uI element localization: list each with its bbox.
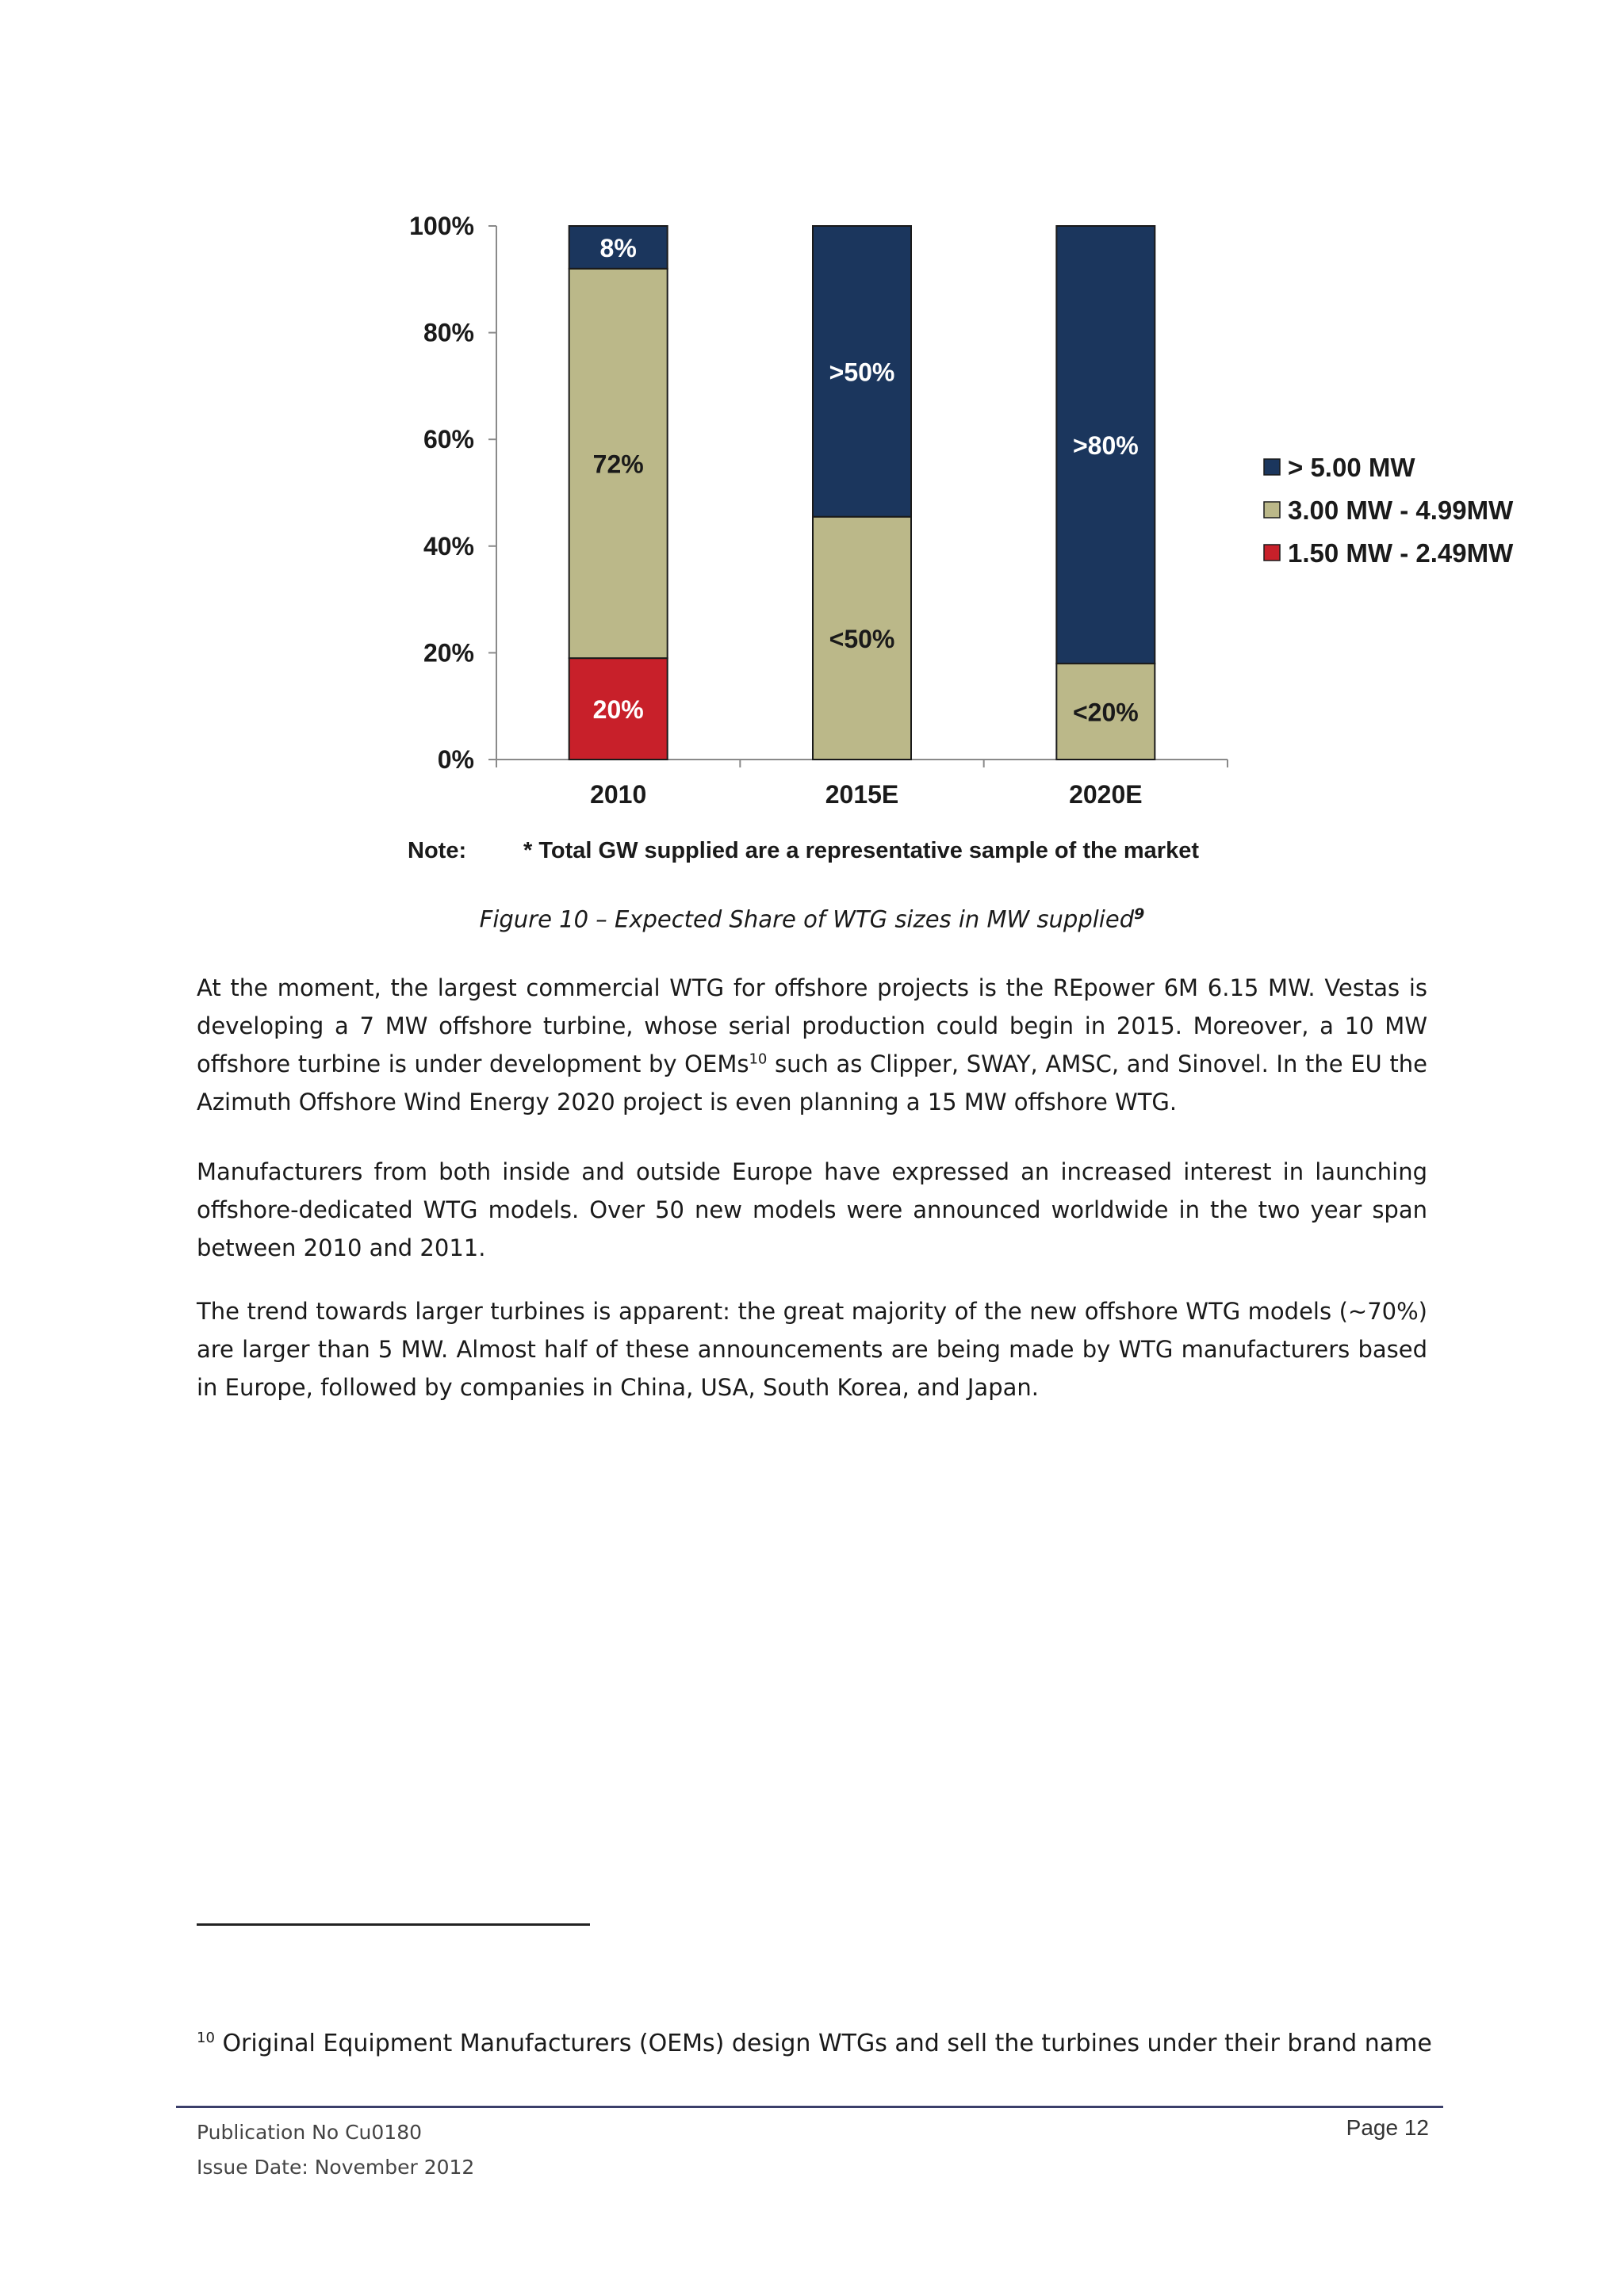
legend-label: 3.00 MW - 4.99MW xyxy=(1288,496,1514,525)
x-tick-label: 2020E xyxy=(1069,780,1143,809)
legend-swatch xyxy=(1264,545,1280,561)
y-tick-label: 40% xyxy=(423,531,474,561)
page-number: Page 12 xyxy=(1346,2115,1429,2140)
y-tick-label: 100% xyxy=(409,212,474,240)
footnote-separator xyxy=(197,1923,590,1926)
issue-date: Issue Date: November 2012 xyxy=(197,2156,475,2179)
figure-caption-reference: 9 xyxy=(1134,905,1145,923)
paragraph-3: The trend towards larger turbines is apparent: the great majority of the new offshore WTG models (~70%) are larger than 5 MW. Almost half of these announcements are being made by WTG manufacturers based in Europe, followed by companies in China, USA, South Korea, and Japan. xyxy=(197,1298,1427,1401)
legend-label: 1.50 MW - 2.49MW xyxy=(1288,538,1514,568)
footnote xyxy=(197,2030,1432,2057)
legend-swatch xyxy=(1264,459,1280,475)
legend-swatch xyxy=(1264,502,1280,518)
note-text: * Total GW supplied are a representative sample of the market xyxy=(523,838,1200,863)
bar-data-label: 20% xyxy=(592,695,644,725)
publication-number: Publication No Cu0180 xyxy=(197,2121,423,2144)
paragraph-1 xyxy=(197,969,1427,1121)
footnote-text: Original Equipment Manufacturers (OEMs) design WTGs and sell the turbines under their brand name xyxy=(214,2030,1432,2057)
figure-caption xyxy=(0,905,1624,933)
paragraph-2: Manufacturers from both inside and outside Europe have expressed an increased interest in launching offshore-dedicated WTG models. Over 50 new models were announced worldwide in the two year span between 2010 and 2011. xyxy=(197,1158,1427,1261)
paragraph-1-part-1: At the moment, the largest commercial WTG for offshore projects is the REpower 6M 6.15 MW. Vestas is developing a 7 MW offshore turbine, whose serial production could begin in 2015. Moreover, a 10 MW offshore turbine is under development by OEMs xyxy=(197,974,1427,1077)
x-tick-label: 2010 xyxy=(590,780,647,809)
note-label: Note: xyxy=(408,838,467,863)
footer-info xyxy=(197,2115,474,2185)
y-tick-label: 0% xyxy=(437,745,474,774)
bar-data-label: 8% xyxy=(599,233,637,262)
bar-data-label: >80% xyxy=(1072,430,1139,460)
footnote-reference-10[interactable]: 10 xyxy=(749,1050,768,1068)
bar-data-label: <50% xyxy=(829,624,895,653)
y-tick-label: 80% xyxy=(423,318,474,347)
paragraph-1-part-2: such as Clipper, SWAY, AMSC, and Sinovel. In the EU the Azimuth Offshore Wind Energy 2020 project is even planning a 15 MW offshore WTG. xyxy=(197,1050,1427,1115)
stacked-bar-chart xyxy=(0,0,1624,888)
bar-data-label: >50% xyxy=(829,358,895,387)
figure-caption-text: Figure 10 – Expected Share of WTG sizes in MW supplied xyxy=(479,905,1135,933)
y-tick-label: 20% xyxy=(423,638,474,668)
footnote-number: 10 xyxy=(197,2030,215,2046)
bar-data-label: 72% xyxy=(592,450,644,479)
y-tick-label: 60% xyxy=(423,425,474,454)
footer-separator xyxy=(176,2106,1443,2108)
x-tick-label: 2015E xyxy=(825,780,899,809)
bar-data-label: <20% xyxy=(1072,698,1139,727)
legend-label: > 5.00 MW xyxy=(1288,453,1415,482)
